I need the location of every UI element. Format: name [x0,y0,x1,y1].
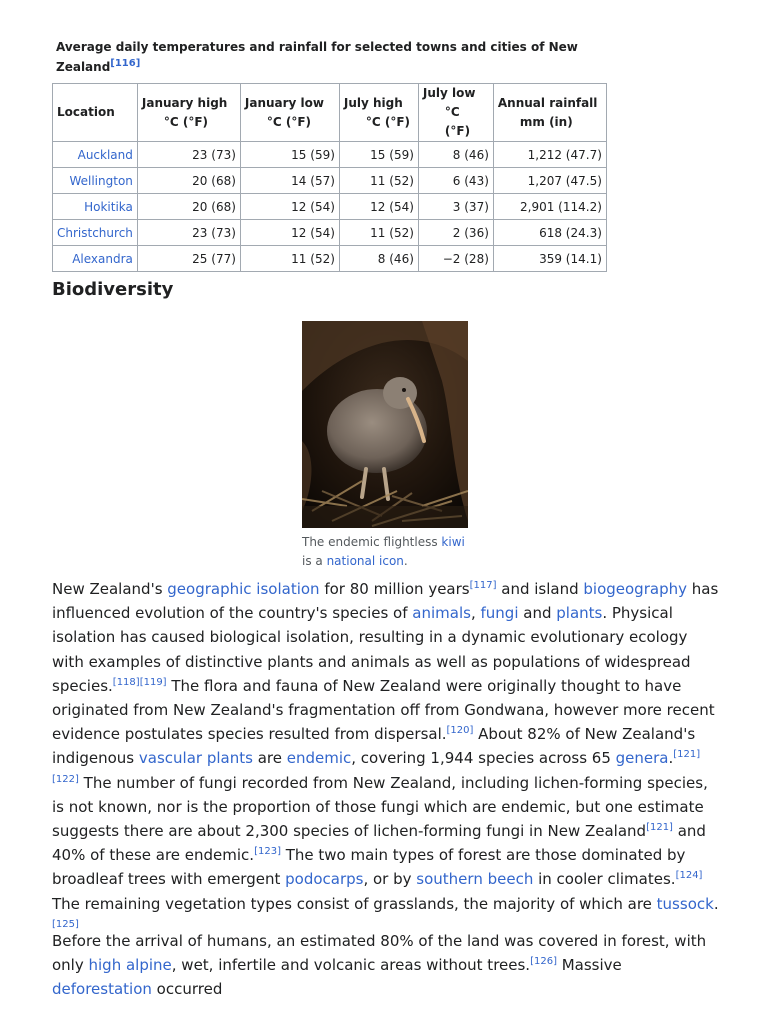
citation-link[interactable]: [116] [110,58,141,69]
caption-text: is a [302,554,327,568]
paragraph-text: . [713,894,719,913]
table-cell: 12 (54) [339,194,418,220]
table-cell: 20 (68) [137,168,240,194]
kiwi-link[interactable]: kiwi [441,535,465,549]
table-cell: 15 (59) [240,142,339,168]
paragraph-text: are [252,749,287,768]
table-row [53,168,607,194]
table-cell: 14 (57) [240,168,339,194]
kiwi-figure [302,321,468,571]
caption-text: . [403,554,408,568]
endemic-link[interactable]: endemic [286,749,352,768]
national-icon-link[interactable]: national icon [326,554,404,568]
column-header-annual-rainfall [493,84,606,142]
location-link-christchurch[interactable]: Christchurch [57,225,133,240]
location-link-auckland[interactable]: Auckland [77,147,133,162]
column-header-january-high [137,84,240,142]
paragraph-text: and island [496,580,584,598]
column-header-label: July low [422,86,476,100]
citation-link[interactable]: [124] [675,870,703,882]
table-row [53,246,607,272]
table-cell: 25 (77) [137,246,240,272]
citation-link[interactable]: [126] [530,956,557,968]
table-cell: −2 (28) [418,246,493,272]
table-cell: 1,212 (47.7) [493,142,606,168]
paragraph-text: Massive [556,956,622,975]
southern-beech-link[interactable]: southern beech [416,870,534,889]
table-cell: 20 (68) [137,194,240,220]
figure-caption [302,533,468,571]
paragraph-text: and [518,604,557,623]
body-paragraph-2 [52,929,720,1002]
column-header-label: Annual rainfall [497,95,598,110]
paragraph-text: , wet, infertile and volcanic areas without trees. [171,956,531,975]
table-header-row [53,84,607,142]
table-row [53,220,607,246]
table-cell: 3 (37) [418,194,493,220]
table-row [53,142,607,168]
citation-link[interactable]: [122] [52,773,79,785]
paragraph-text: in cooler climates. [533,870,676,889]
column-header-unit: °C (°F) [444,105,471,138]
deforestation-link[interactable]: deforestation [52,980,152,999]
geographic-isolation-link[interactable]: geographic isolation [167,580,320,598]
climate-table [52,83,607,272]
location-link-wellington[interactable]: Wellington [69,173,133,188]
location-link-hokitika[interactable]: Hokitika [84,199,133,214]
podocarps-link[interactable]: podocarps [285,870,364,889]
citation-link[interactable]: [119] [139,676,167,688]
column-header-unit: mm (in) [519,114,573,129]
paragraph-text: The two main types of forest are those dominated by broadleaf trees with emergent [52,846,686,889]
vascular-plants-link[interactable]: vascular plants [138,749,253,768]
high-alpine-link[interactable]: high alpine [88,956,172,975]
animals-link[interactable]: animals [412,604,471,623]
column-header-label: July high [343,95,403,110]
paragraph-text: New Zealand's [52,580,168,598]
paragraph-text: , [470,604,481,623]
column-header-location [53,84,138,142]
tussock-link[interactable]: tussock [656,894,714,913]
paragraph-text: , covering 1,944 species across 65 [351,749,616,768]
biogeography-link[interactable]: biogeography [583,580,687,598]
table-cell: 15 (59) [339,142,418,168]
column-header-january-low [240,84,339,142]
location-link-alexandra[interactable]: Alexandra [72,251,133,266]
paragraph-text: occurred [151,980,223,999]
citation-link[interactable]: [121] [673,749,701,761]
table-cell: 11 (52) [339,168,418,194]
column-header-unit: °C (°F) [266,114,312,129]
citation-link[interactable]: [123] [254,846,281,858]
kiwi-photo[interactable] [302,321,468,528]
citation-link[interactable]: [121] [646,822,673,834]
table-cell: 23 (73) [137,142,240,168]
citation-link[interactable]: [117] [469,580,497,591]
table-cell: 12 (54) [240,194,339,220]
paragraph-text: Before the arrival of humans, an estimated 80% of the land was covered in forest, with only [52,932,707,975]
citation-link[interactable]: [125] [52,918,79,930]
table-caption-text: Average daily temperatures and rainfall for selected towns and cities of New Zealand [56,40,578,74]
column-header-label: Location [57,105,115,119]
table-cell: 8 (46) [418,142,493,168]
table-cell: 2 (36) [418,220,493,246]
column-header-unit: °C (°F) [163,114,209,129]
table-cell: 8 (46) [339,246,418,272]
paragraph-text: The number of fungi recorded from New Zealand, including lichen-forming species, is not known, nor is the proportion of those fungi which are endemic, but one estimate suggests there are about 2,300 species of lichen-forming fungi in New Zealand [52,773,708,841]
body-paragraph-1 [52,577,720,940]
table-cell: 1,207 (47.5) [493,168,606,194]
column-header-label: January low [244,95,324,110]
section-heading: Biodiversity [52,279,174,300]
paragraph-text: . Physical isolation has caused biological isolation, resulting in a dynamic evolutionary ecology with examples of distinctive plants and animals as well as populations of widespread species. [52,604,691,695]
paragraph-text: . [668,749,674,768]
table-cell: 11 (52) [240,246,339,272]
table-row [53,194,607,220]
table-cell: 12 (54) [240,220,339,246]
paragraph-text: About 82% of New Zealand's indigenous [52,725,696,768]
fungi-link[interactable]: fungi [480,604,519,623]
paragraph-text: The flora and fauna of New Zealand were originally thought to have originated from New Zealand's fragmentation off from Gondwana, however more recent evidence postulates species resulted from dispersal. [52,676,715,744]
table-cell: 6 (43) [418,168,493,194]
table-cell: 11 (52) [339,220,418,246]
table-caption [56,37,616,77]
table-cell: 359 (14.1) [493,246,606,272]
paragraph-text: , or by [363,870,417,889]
genera-link[interactable]: genera [615,749,669,768]
paragraph-text: has influenced evolution of the country's species of [52,580,719,623]
column-header-unit: °C (°F) [365,114,411,129]
paragraph-text: for 80 million years [319,580,470,598]
caption-text: The endemic flightless [302,535,442,549]
paragraph-text: The remaining vegetation types consist of grasslands, the majority of which are [52,894,657,913]
paragraph-text: and 40% of these are endemic. [52,822,706,865]
citation-link[interactable]: [120] [446,725,474,737]
citation-link[interactable]: [118] [112,676,140,688]
column-header-july-high [339,84,418,142]
plants-link[interactable]: plants [556,604,603,623]
column-header-label: January high [141,95,228,110]
table-cell: 2,901 (114.2) [493,194,606,220]
column-header-july-low [418,84,493,142]
table-cell: 23 (73) [137,220,240,246]
table-cell: 618 (24.3) [493,220,606,246]
